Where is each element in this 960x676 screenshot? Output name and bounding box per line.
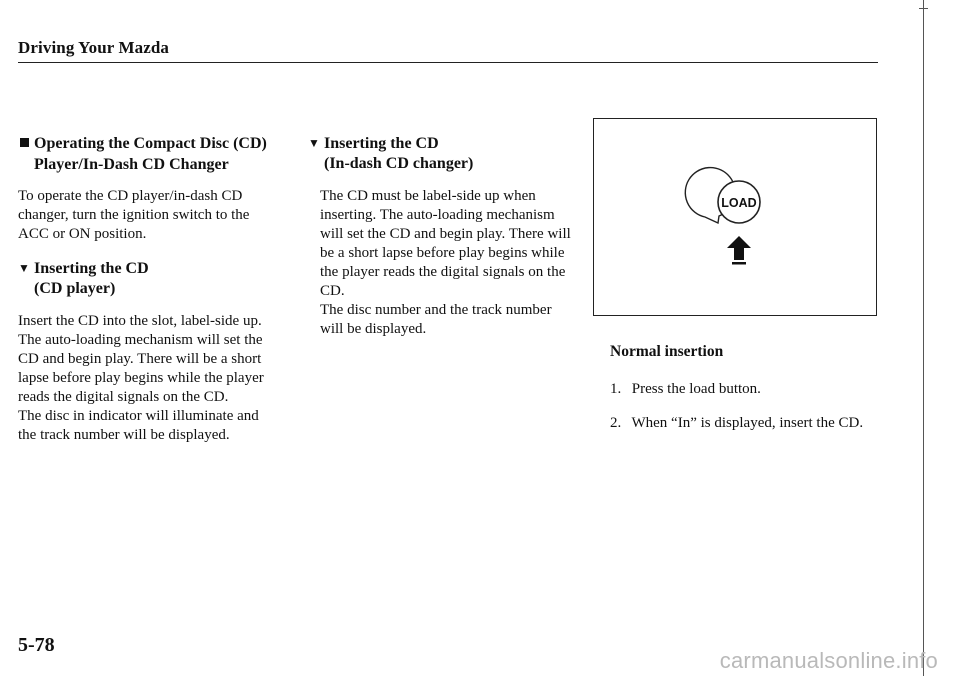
intro-line: To operate the CD player/in-dash CD (18, 188, 243, 204)
step-text: Press the load button. (631, 381, 761, 397)
watermark: carmanualsonline.info (719, 648, 938, 673)
cd-changer-line: The disc number and the track number (320, 302, 552, 318)
intro-line: ACC or ON position. (18, 226, 147, 242)
cd-changer-line: will be displayed. (320, 321, 427, 337)
section-title-line1: Operating the Compact Disc (CD) (34, 135, 267, 152)
cd-changer-heading-line2: (In-dash CD changer) (324, 155, 474, 172)
cd-player-line: reads the digital signals on the CD. (18, 389, 229, 405)
cd-player-line: The disc in indicator will illuminate and (18, 408, 259, 424)
section-heading (18, 133, 308, 175)
right-margin-rule (923, 0, 924, 676)
cd-player-paragraph (18, 312, 313, 445)
cd-player-line: lapse before play begins while the player (18, 370, 264, 386)
cd-player-subheading (18, 259, 298, 299)
section-title-line2: Player/In-Dash CD Changer (34, 156, 229, 173)
cd-changer-line: will set the CD and begin play. There will (320, 226, 571, 242)
page-number: 5-78 (18, 634, 55, 656)
intro-line: changer, turn the ignition switch to the (18, 207, 250, 223)
cd-changer-line: The CD must be label-side up when (320, 188, 536, 204)
step-item (610, 414, 863, 433)
square-bullet-icon (20, 138, 29, 147)
figure-caption-title: Normal insertion (610, 343, 724, 360)
load-button-illustration (594, 119, 876, 315)
step-number: 2. (610, 415, 622, 431)
load-label: LOAD (721, 196, 757, 210)
triangle-bullet-icon: ▼ (18, 261, 30, 275)
cd-changer-heading-line1: Inserting the CD (324, 135, 439, 152)
cd-player-line: Insert the CD into the slot, label-side up. (18, 313, 262, 329)
cd-player-heading-line1: Inserting the CD (34, 260, 149, 277)
triangle-bullet-icon: ▼ (308, 136, 320, 150)
step-item (610, 380, 761, 399)
right-margin-tick (919, 8, 928, 9)
cd-changer-line: the player reads the digital signals on the (320, 264, 566, 280)
step-number: 1. (610, 381, 622, 397)
cd-changer-paragraph (320, 187, 592, 339)
cd-player-line: CD and begin play. There will be a short (18, 351, 262, 367)
cd-player-heading-line2: (CD player) (34, 280, 116, 297)
header-title: Driving Your Mazda (18, 38, 170, 57)
insert-arrow-icon (727, 236, 751, 265)
cd-player-line: the track number will be displayed. (18, 427, 230, 443)
cd-changer-line: inserting. The auto-loading mechanism (320, 207, 555, 223)
load-figure (593, 118, 877, 316)
step-text: When “In” is displayed, insert the CD. (631, 415, 864, 431)
header-rule (18, 62, 878, 63)
cd-changer-line: be a short lapse before play begins while (320, 245, 565, 261)
intro-paragraph (18, 187, 308, 244)
cd-changer-subheading (308, 134, 568, 174)
cd-changer-line: CD. (320, 283, 345, 299)
load-button-icon (685, 168, 760, 223)
cd-player-line: The auto-loading mechanism will set the (18, 332, 263, 348)
